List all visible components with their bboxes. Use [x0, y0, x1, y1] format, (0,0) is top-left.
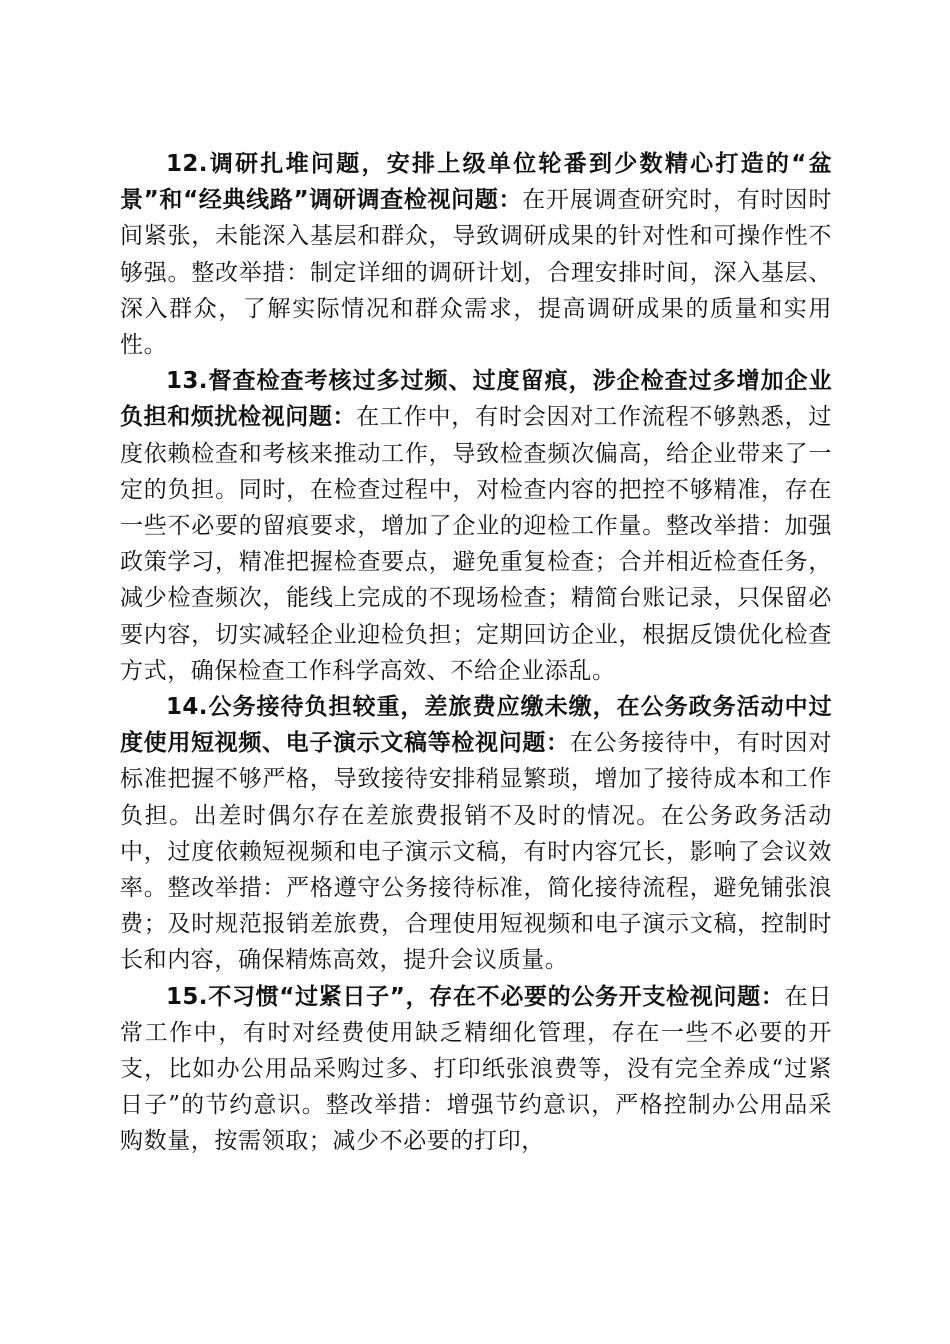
paragraph-13 [120, 363, 832, 689]
paragraph-14 [120, 689, 832, 979]
paragraph-heading: 15.不习惯“过紧日子”，存在不必要的公务开支检视问题： [166, 983, 785, 1010]
paragraph-body: 在工作中，有时会因对工作流程不够熟悉，过度依赖检查和考核来推动工作，导致检查频次偏高，给企业带来了一定的负担。同时，在检查过程中，对检查内容的把控不够精准，存在一些不必要的留痕要求，增加了企业的迎检工作量。整改举措：加强政策学习，精准把握检查要点，避免重复检查；合并相近检查任务，减少检查频次，能线上完成的不现场检查；精简台账记录，只保留必要内容，切实减轻企业迎检负担；定期回访企业，根据反馈优化检查方式，确保检查工作科学高效、不给企业添乱。 [120, 404, 833, 684]
paragraph-body: 在公务接待中，有时因对标准把握不够严格，导致接待安排稍显繁琐，增加了接待成本和工作负担。出差时偶尔存在差旅费报销不及时的情况。在公务政务活动中，过度依赖短视频和电子演示文稿，有时内容冗长，影响了会议效率。整改举措：严格遵守公务接待标准，简化接待流程，避免铺张浪费；及时规范报销差旅费，合理使用短视频和电子演示文稿，控制时长和内容，确保精炼高效，提升会议质量。 [120, 730, 832, 974]
document-page [120, 146, 832, 1160]
paragraph-15 [120, 979, 832, 1160]
paragraph-body: 在开展调查研究时，有时因时间紧张，未能深入基层和群众，导致调研成果的针对性和可操作性不够强。整改举措：制定详细的调研计划，合理安排时间，深入基层、深入群众，了解实际情况和群众需求，提高调研成果的质量和实用性。 [120, 187, 832, 359]
paragraph-heading: 13.督查检查考核过多过频、过度留痕，涉企检查过多增加企业负担和烦扰检视问题： [120, 368, 832, 431]
paragraph-heading: 12.调研扎堆问题，安排上级单位轮番到少数精心打造的“盆景”和“经典线路”调研调查检视问题： [120, 151, 832, 214]
paragraph-body: 在日常工作中，有时对经费使用缺乏精细化管理，存在一些不必要的开支，比如办公用品采购过多、打印纸张浪费等，没有完全养成“过紧日子”的节约意识。整改举措：增强节约意识，严格控制办公用品采购数量，按需领取；减少不必要的打印， [120, 983, 832, 1155]
paragraph-12 [120, 146, 832, 363]
paragraph-heading: 14.公务接待负担较重，差旅费应缴未缴，在公务政务活动中过度使用短视频、电子演示文稿等检视问题： [120, 694, 832, 757]
